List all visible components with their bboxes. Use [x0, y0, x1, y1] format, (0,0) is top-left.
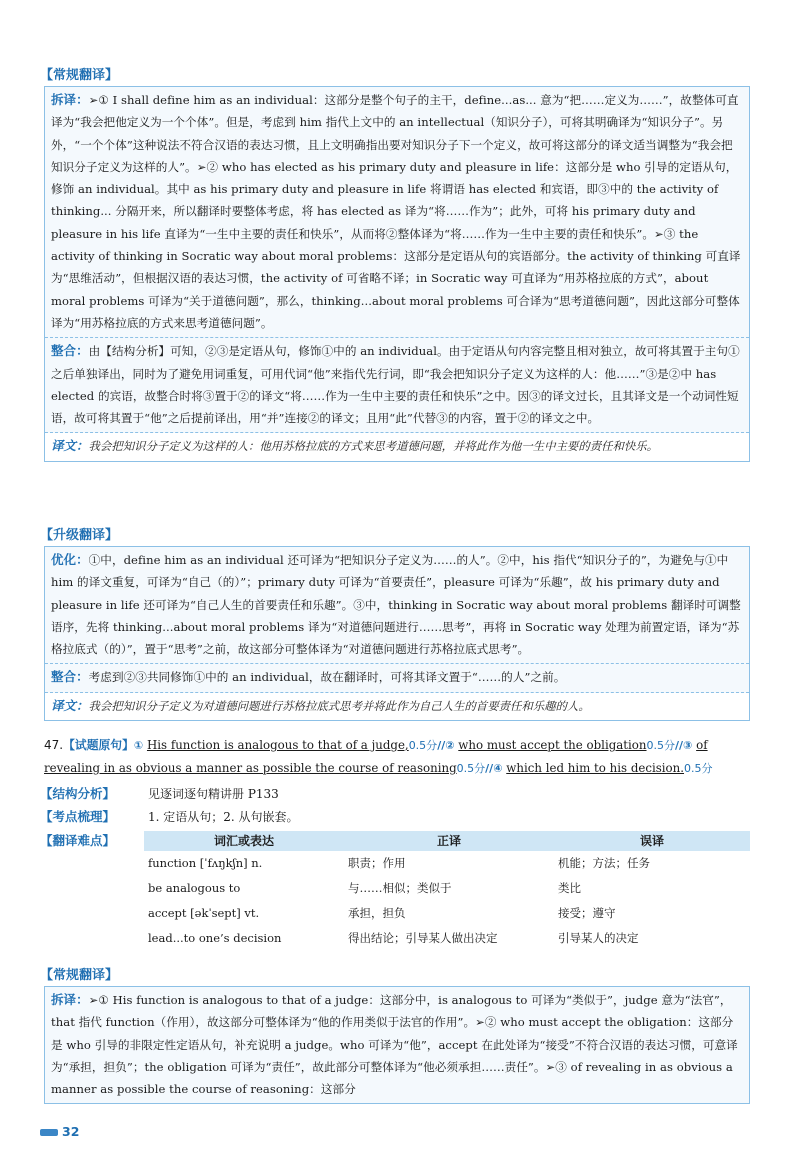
header-term: 词汇或表达 — [213, 834, 274, 848]
final-translation-label: 译文： — [51, 438, 89, 454]
right-cell: 得出结论；引导某人做出决定 — [348, 931, 498, 945]
right-cell: 承担，担负 — [348, 906, 406, 920]
marker-4: //④ — [485, 762, 503, 775]
final-translation-label: 译文： — [51, 697, 89, 713]
translation-panel-46-regular — [44, 86, 750, 462]
term-cell: function [ˈfʌŋkʃn] n. — [148, 856, 263, 870]
term-cell: be analogous to — [148, 881, 241, 895]
split-text: ➢① His function is analogous to that of a judge：这部分中，is analogous to 可译为“类似于”，judge 意为“法官”，that 指代 function（作用），故这部分可整体译为“他的作用类似于法官的作用”。➢② who must accept the obligation：这部分是 who 引导的非限定性定语从句，补充说明 a judge。who 可译为“他”，accept 在此处译为“接受”不符合汉语的表达习惯，可意译为“承担，担负”；the obligation 可译为“责任”，故此部分可整体译为“他必须承担……责任”。➢③ of revealing in as obvious a manner as possible the course of reasoning：这部分 — [51, 993, 738, 1097]
split-label: 拆译： — [51, 92, 89, 107]
integration-label: 整合： — [51, 669, 89, 685]
table-row — [144, 901, 750, 926]
integration-row — [45, 338, 749, 433]
final-translation-row — [45, 693, 749, 720]
final-translation-row — [45, 433, 749, 460]
page-marker-icon — [40, 1129, 58, 1136]
integration-text: 由【结构分析】可知，②③是定语从句，修饰①中的 an individual。由于定语从句内容完整且相对独立，故可将其置于主句①之后单独译出，同时为了避免用词重复，可用代词“他”来指代先行词，即“我会把知识分子定义为这样的人：他……”③是②中 has elected 的宾语，故整合时将③置于②的译文“将……作为一生中主要的责任和快乐”之中。因③的译文过长，且其译文是一个动词性短语，故可将其置于“他”之后提前译出，用“并”连接②的译文；且用“此”代替③的内容，置于②的译文之中。 — [51, 344, 740, 426]
right-cell: 职责；作用 — [348, 856, 406, 870]
structure-analysis — [40, 784, 279, 802]
split-translation-row — [45, 987, 749, 1103]
marker-1: ① — [133, 739, 144, 752]
wrong-cell: 类比 — [558, 881, 581, 895]
points-1: 0.5分 — [408, 739, 438, 752]
split-label: 拆译： — [51, 992, 89, 1007]
optimize-text: ①中，define him as an individual 还可译为“把知识分子定义为……的人”。②中，his 指代“知识分子的”，为避免与①中 him 的译文重复，可译为“自己（的）”；primary duty 可译为“首要责任”，pleasure 可译为“乐趣”，故 his primary duty and pleasure in life 还可译为“自己人生的首要责任和乐趣”。③中，thinking in Socratic way about moral problems 翻译时可调整语序，先将 thinking...about moral problems 译为“对道德问题进行……思考”，再将 in Socratic way 处理为前置定语，译为“苏格拉底式（的）”，置于“思考”之前，故这部分可整体译为“对道德问题进行苏格拉底式思考”。 — [51, 553, 741, 657]
optimize-label: 优化： — [51, 552, 89, 567]
split-text: ➢① I shall define him as an individual：这部分是整个句子的主干，define...as... 意为“把……定义为……”，故整体可直译为“我会把他定义为一个个体”。但是，考虑到 him 指代上文中的 an intellectual（知识分子），可将其明确译为“知识分子”。另外，“一个个体”这种说法不符合汉语的表达习惯，且上文明确指出要对知识分子下一个定义，故可将这部分的译文适当调整为“我会把知识分子定义为这样的人”。➢② who has elected as his primary duty and pleasure in life：这部分是 who 引导的定语从句，修饰 an individual。其中 as his primary duty and pleasure in life 将谓语 has elected 和宾语，即③中的 the activity of thinking... 分隔开来，所以翻译时要整体考虑，将 has elected as 译为“将……作为”；此外，可将 his primary duty and pleasure in his life 直译为“一生中主要的责任和快乐”，从而将②整体译为“将……作为一生中主要的责任和快乐”。➢③ the activity of thinking in Socratic way about moral problems：这部分是定语从句的宾语部分。the activity of thinking 可直译为“思维活动”，但根据汉语的表达习惯，the activity of 可省略不译；in Socratic way 可直译为“用苏格拉底的方式”，about moral problems 可译为“关于道德问题”，那么，thinking...about moral problems 可合译为“思考道德问题”，因此这部分可整体译为“用苏格拉底的方式来思考道德问题”。 — [51, 93, 741, 330]
optimize-row — [45, 547, 749, 664]
segment-3a: of — [696, 738, 708, 752]
wrong-cell: 引导某人的决定 — [558, 931, 639, 945]
marker-3: //③ — [675, 739, 693, 752]
vocabulary-table — [144, 831, 750, 951]
table-row — [144, 926, 750, 951]
wrong-cell: 机能；方法；任务 — [558, 856, 650, 870]
table-header — [144, 831, 750, 851]
header-wrong: 误译 — [639, 834, 664, 848]
page-number: 32 — [62, 1124, 80, 1139]
table-row — [144, 876, 750, 901]
integration-row — [45, 664, 749, 692]
points-4: 0.5分 — [684, 762, 713, 775]
segment-3b: revealing in as obvious a manner as possible the course of reasoning — [44, 761, 457, 775]
term-cell: accept [əkˈsept] vt. — [148, 906, 260, 920]
section-heading-regular-translation: 【常规翻译】 — [40, 68, 119, 83]
final-translation-text: 我会把知识分子定义为这样的人：他用苏格拉底的方式来思考道德问题，并将此作为他一生中主要的责任和快乐。 — [88, 439, 659, 454]
points-2: 0.5分 — [646, 739, 676, 752]
wrong-cell: 接受；遵守 — [558, 906, 616, 920]
integration-label: 整合： — [51, 343, 89, 359]
right-cell: 与……相似；类似于 — [348, 881, 452, 895]
question-number: 47. — [44, 738, 64, 752]
table-row — [144, 851, 750, 876]
original-sentence-tag: 【试题原句】 — [63, 738, 134, 752]
test-points-label: 【考点梳理】 — [40, 809, 116, 824]
marker-2: //② — [437, 739, 455, 752]
header-right: 正译 — [436, 834, 461, 848]
segment-1: His function is analogous to that of a judge, — [146, 738, 409, 752]
test-points-value: 1. 定语从句；2. 从句嵌套。 — [148, 810, 299, 824]
segment-4: which led him to his decision. — [506, 761, 685, 775]
structure-analysis-value: 见逐词逐句精讲册 P133 — [148, 787, 279, 801]
section-heading-upgraded-translation: 【升级翻译】 — [40, 528, 119, 543]
translation-panel-46-upgraded — [44, 546, 750, 721]
page-footer — [40, 1124, 79, 1139]
final-translation-text: 我会把知识分子定义为对道德问题进行苏格拉底式思考并将此作为自己人生的首要责任和乐趣的人。 — [88, 698, 590, 713]
structure-analysis-label: 【结构分析】 — [40, 786, 116, 801]
test-points — [40, 807, 299, 825]
translation-panel-47-regular — [44, 986, 750, 1104]
integration-text: 考虑到②③共同修饰①中的 an individual，故在翻译时，可将其译文置于“……的人”之前。 — [88, 670, 566, 685]
segment-2: who must accept the obligation — [458, 738, 647, 752]
section-heading-regular-translation-47: 【常规翻译】 — [40, 968, 119, 983]
split-translation-row — [45, 87, 749, 338]
question-47-original-sentence — [44, 734, 756, 780]
points-3: 0.5分 — [456, 762, 486, 775]
translation-difficulties — [40, 831, 148, 849]
term-cell: lead...to one’s decision — [148, 931, 282, 945]
translation-difficulties-label: 【翻译难点】 — [40, 833, 116, 848]
